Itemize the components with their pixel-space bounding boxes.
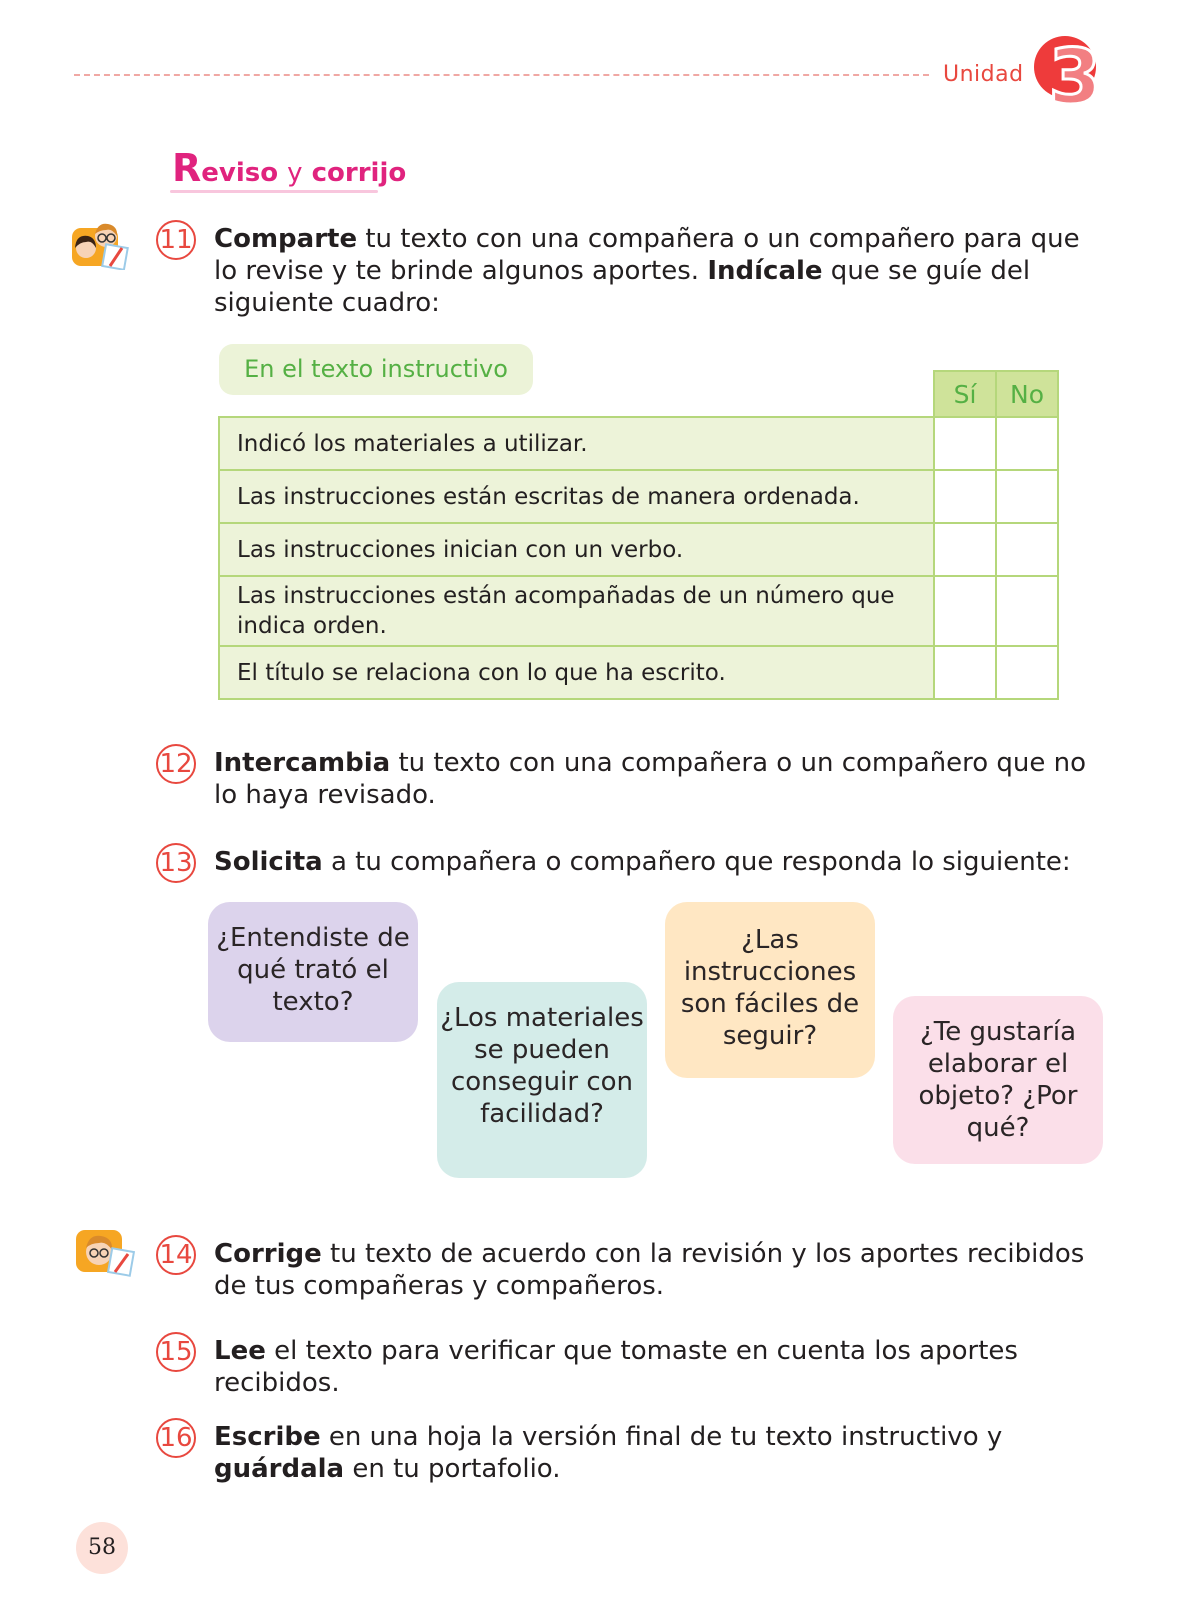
no-checkbox[interactable] — [996, 576, 1058, 646]
unit-number: 3 — [1048, 32, 1102, 121]
table-row — [219, 470, 1058, 523]
table-row — [219, 576, 1058, 646]
instruction-16 — [214, 1421, 1104, 1485]
question-bubble: ¿Te gustaría elaborar el objeto? ¿Por qué? — [893, 996, 1103, 1164]
no-checkbox[interactable] — [996, 523, 1058, 576]
yes-checkbox[interactable] — [934, 417, 996, 470]
instruction-16-verb2: guárdala — [214, 1454, 345, 1484]
item-number-13: 13 — [156, 843, 196, 883]
instruction-12 — [214, 747, 1104, 811]
instruction-11 — [214, 223, 1104, 319]
table-row — [219, 646, 1058, 699]
instruction-15 — [214, 1335, 1104, 1399]
column-header-yes: Sí — [934, 371, 996, 417]
question-bubble: ¿Las instrucciones son fáciles de seguir? — [665, 902, 875, 1078]
question-bubble: ¿Los materiales se pueden conseguir con facilidad? — [437, 982, 647, 1178]
item-number-12: 12 — [156, 744, 196, 784]
item-number-15: 15 — [156, 1332, 196, 1372]
instruction-13-text: a tu compañera o compañero que responda lo siguiente: — [322, 847, 1071, 877]
no-checkbox[interactable] — [996, 470, 1058, 523]
instruction-11-text: tu texto con una compañera o un compañero para que lo revise y te brinde algunos aportes. — [214, 224, 1080, 286]
yes-checkbox[interactable] — [934, 523, 996, 576]
instruction-16-text2: en tu portafolio. — [344, 1454, 561, 1484]
instruction-14-verb: Corrige — [214, 1239, 322, 1269]
instruction-16-verb: Escribe — [214, 1422, 321, 1452]
instruction-12-text: tu texto con una compañera o un compañero que no lo haya revisado. — [214, 748, 1087, 810]
table-row — [219, 523, 1058, 576]
criterion-cell: Las instrucciones están acompañadas de un número que indica orden. — [219, 576, 934, 646]
no-checkbox[interactable] — [996, 646, 1058, 699]
question-bubble: ¿Entendiste de qué trató el texto? — [208, 902, 418, 1042]
section-title-rest: eviso — [201, 158, 279, 188]
section-title-end: corrijo — [311, 158, 407, 188]
checklist-heading: En el texto instructivo — [219, 344, 533, 395]
instruction-11-verb: Comparte — [214, 224, 358, 254]
column-header-no: No — [996, 371, 1058, 417]
pair-work-icon — [70, 214, 132, 270]
page-number: 58 — [76, 1522, 128, 1574]
unit-label: Unidad — [943, 62, 1024, 87]
instruction-15-text: el texto para verificar que tomaste en cuenta los aportes recibidos. — [214, 1336, 1018, 1398]
instruction-13-verb: Solicita — [214, 847, 323, 877]
yes-checkbox[interactable] — [934, 646, 996, 699]
item-number-14: 14 — [156, 1235, 196, 1275]
section-title — [172, 146, 406, 190]
yes-checkbox[interactable] — [934, 576, 996, 646]
item-number-16: 16 — [156, 1418, 196, 1458]
item-number-11: 11 — [156, 220, 196, 260]
individual-work-icon — [74, 1226, 136, 1278]
criterion-cell: Las instrucciones están escritas de manera ordenada. — [219, 470, 934, 523]
instruction-15-verb: Lee — [214, 1336, 266, 1366]
section-title-underline — [170, 190, 378, 193]
section-title-y: y — [287, 158, 303, 188]
section-title-cap: R — [172, 146, 202, 190]
instruction-12-verb: Intercambia — [214, 748, 391, 778]
instruction-11-verb2: Indícale — [707, 256, 823, 286]
table-row — [219, 417, 1058, 470]
criterion-cell: Las instrucciones inician con un verbo. — [219, 523, 934, 576]
checklist-table — [218, 370, 1059, 700]
instruction-14 — [214, 1238, 1104, 1302]
no-checkbox[interactable] — [996, 417, 1058, 470]
instruction-11-text2: que se guíe del siguiente cuadro: — [214, 256, 1031, 318]
criterion-cell: El título se relaciona con lo que ha escrito. — [219, 646, 934, 699]
criterion-cell: Indicó los materiales a utilizar. — [219, 417, 934, 470]
header-dashed-line — [74, 74, 929, 76]
table-corner — [219, 371, 934, 417]
instruction-14-text: tu texto de acuerdo con la revisión y los aportes recibidos de tus compañeras y compañeros. — [214, 1239, 1085, 1301]
yes-checkbox[interactable] — [934, 470, 996, 523]
instruction-16-text: en una hoja la versión final de tu texto instructivo y — [320, 1422, 1003, 1452]
instruction-13 — [214, 846, 1134, 878]
